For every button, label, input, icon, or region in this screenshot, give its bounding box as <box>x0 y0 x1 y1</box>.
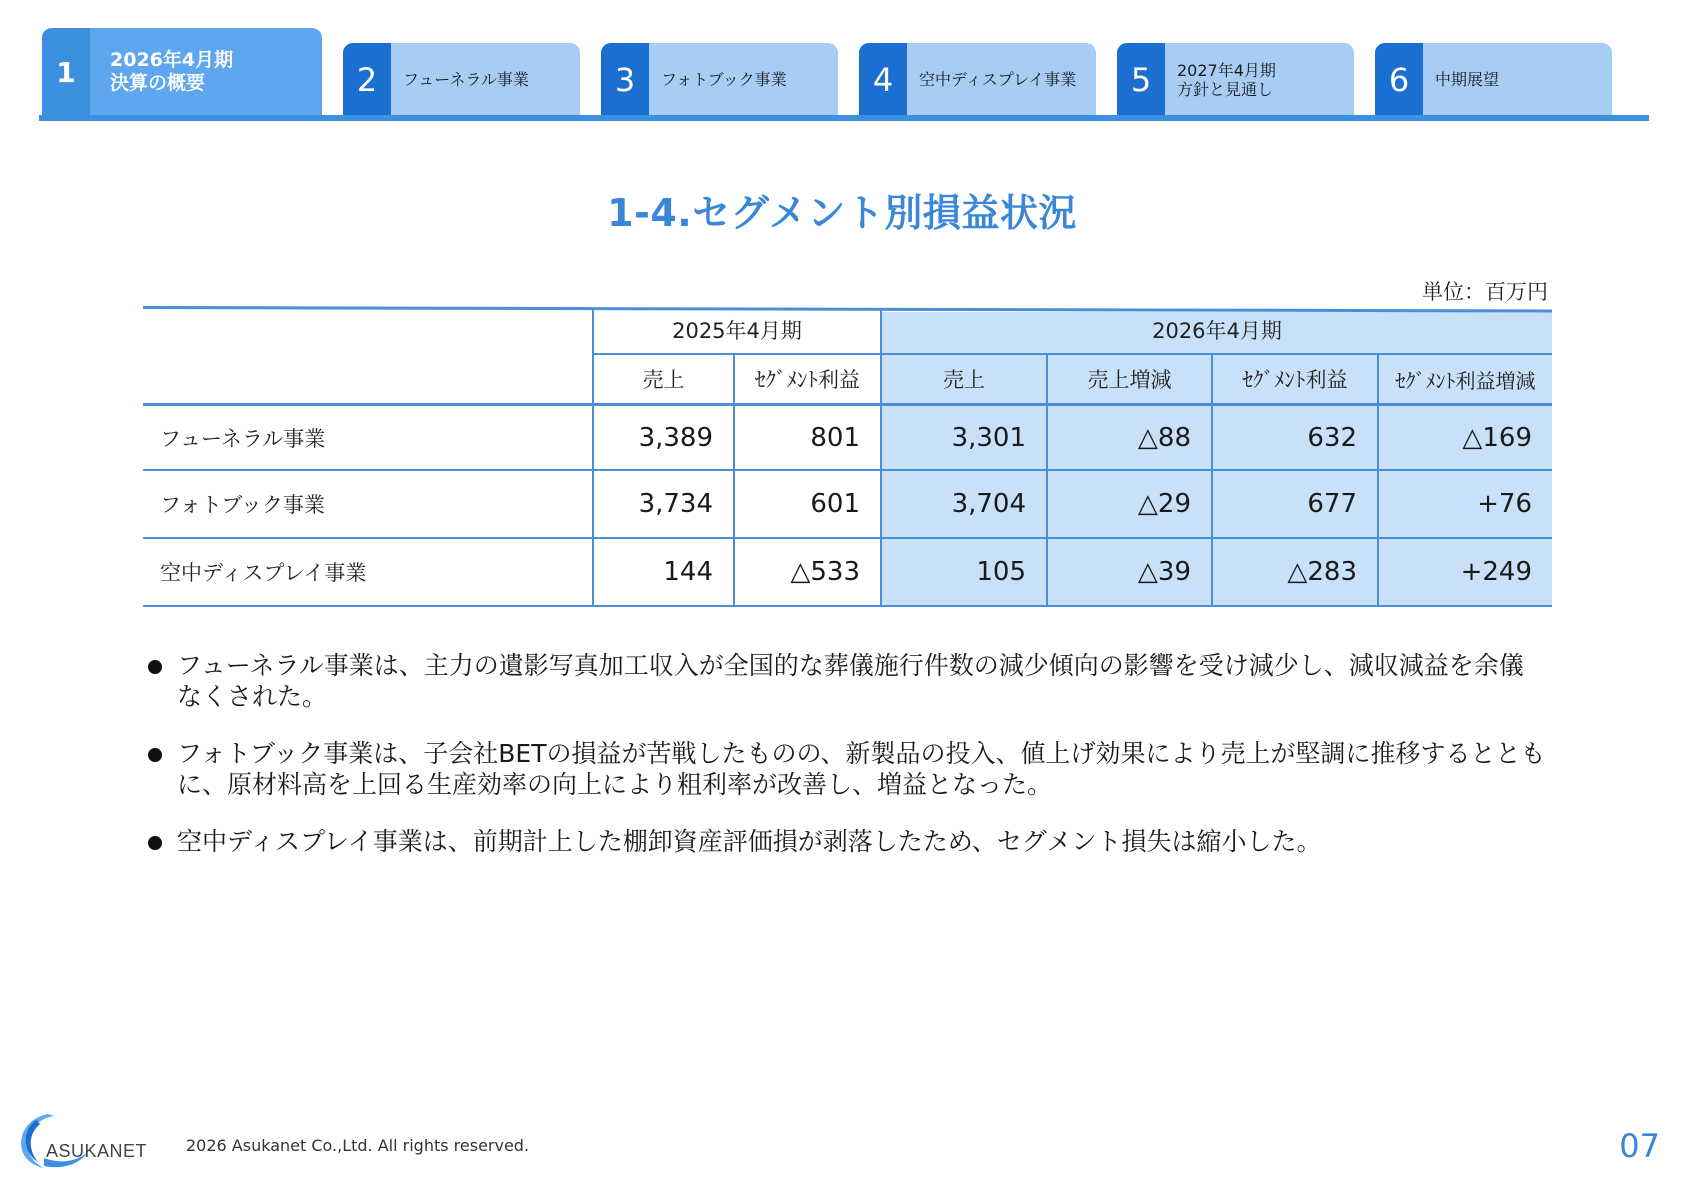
tab-number: 2 <box>343 43 391 116</box>
commentary-list <box>148 650 1548 883</box>
segment-table <box>143 306 1552 607</box>
period-header-fy2025: 2025年4月期 <box>672 318 802 343</box>
table-cell: 3,389 <box>638 422 713 453</box>
table-cell: 3,734 <box>638 489 713 519</box>
tab-label: 2027年4月期 方針と見通し <box>1177 60 1276 99</box>
table-cell: +249 <box>1460 557 1532 587</box>
tab-number: 4 <box>859 43 907 116</box>
table-cell: 3,704 <box>951 489 1026 519</box>
col-header: ｾｸﾞﾒﾝﾄ利益増減 <box>1395 368 1536 393</box>
tab-funeral[interactable] <box>343 43 580 116</box>
tab-photobook[interactable] <box>601 43 838 116</box>
section-nav <box>0 0 1684 125</box>
period-header-fy2026: 2026年4月期 <box>1152 318 1282 343</box>
bullet-icon <box>148 748 162 762</box>
unit-label: 単位：百万円 <box>1422 280 1548 304</box>
col-header: 売上 <box>943 368 985 392</box>
swirl-logo-icon <box>14 1108 164 1172</box>
tab-number: 3 <box>601 43 649 116</box>
col-header: ｾｸﾞﾒﾝﾄ利益 <box>1242 368 1348 392</box>
table-cell: 3,301 <box>951 422 1026 453</box>
note-text: 空中ディスプレイ事業は、前期計上した棚卸資産評価損が剥落したため、セグメント損失は縮小した。 <box>177 827 1322 856</box>
col-header: 売上 <box>642 368 685 392</box>
table-cell: △283 <box>1287 557 1357 587</box>
table-cell: 144 <box>663 557 713 587</box>
tab-number: 5 <box>1117 43 1165 116</box>
svg-text:ASUKANET: ASUKANET <box>46 1141 148 1161</box>
tab-number: 1 <box>42 28 90 116</box>
tab-underline <box>39 115 1649 121</box>
table-cell: 632 <box>1307 422 1357 453</box>
tab-label: フューネラル事業 <box>403 70 529 89</box>
tab-label: 空中ディスプレイ事業 <box>919 70 1077 89</box>
tab-label: フォトブック事業 <box>661 70 787 89</box>
bullet-icon <box>148 660 162 674</box>
tab-label: 中期展望 <box>1435 70 1500 89</box>
tab-outlook[interactable] <box>1117 43 1354 116</box>
col-header: ｾｸﾞﾒﾝﾄ利益 <box>755 368 860 392</box>
row-label-aerial-display: 空中ディスプレイ事業 <box>160 561 367 585</box>
list-item <box>148 826 1548 857</box>
list-item <box>148 738 1548 800</box>
table-cell: △29 <box>1137 489 1191 519</box>
table-cell: 801 <box>810 422 860 453</box>
tab-aerial-display[interactable] <box>859 43 1096 116</box>
table-bottom-rule <box>143 605 1552 607</box>
table-cell: △533 <box>790 557 860 587</box>
table-cell: △39 <box>1137 557 1191 587</box>
bullet-icon <box>148 836 162 850</box>
table-cell: +76 <box>1477 489 1532 519</box>
copyright-text: 2026 Asukanet Co.,Ltd. All rights reserved. <box>186 1136 530 1155</box>
table-cell: 105 <box>976 557 1026 587</box>
company-logo <box>14 1108 164 1172</box>
row-label-funeral: フューネラル事業 <box>160 426 326 451</box>
col-header: 売上増減 <box>1087 368 1172 392</box>
tab-mid-term[interactable] <box>1375 43 1612 116</box>
page-title: 1-4.セグメント別損益状況 <box>607 191 1077 235</box>
tab-label: 2026年4月期 決算の概要 <box>110 49 234 94</box>
table-cell: 677 <box>1307 489 1357 519</box>
note-text: フューネラル事業は、主力の遺影写真加工収入が全国的な葬儀施行件数の減少傾向の影響を受け減少し、減収減益を余儀なくされた。 <box>177 651 1524 711</box>
row-label-photobook: フォトブック事業 <box>160 493 325 517</box>
table-cell: 601 <box>810 489 860 519</box>
table-cell: △88 <box>1137 422 1191 453</box>
page-number: 07 <box>1619 1127 1660 1165</box>
tab-number: 6 <box>1375 43 1423 116</box>
tab-financial-summary[interactable] <box>42 28 322 116</box>
note-text: フォトブック事業は、子会社BETの損益が苦戦したものの、新製品の投入、値上げ効果により売上が堅調に推移するとともに、原材料高を上回る生産効率の向上により粗利率が改善し、増益となった。 <box>177 739 1546 799</box>
list-item <box>148 650 1548 712</box>
table-cell: △169 <box>1462 422 1532 453</box>
